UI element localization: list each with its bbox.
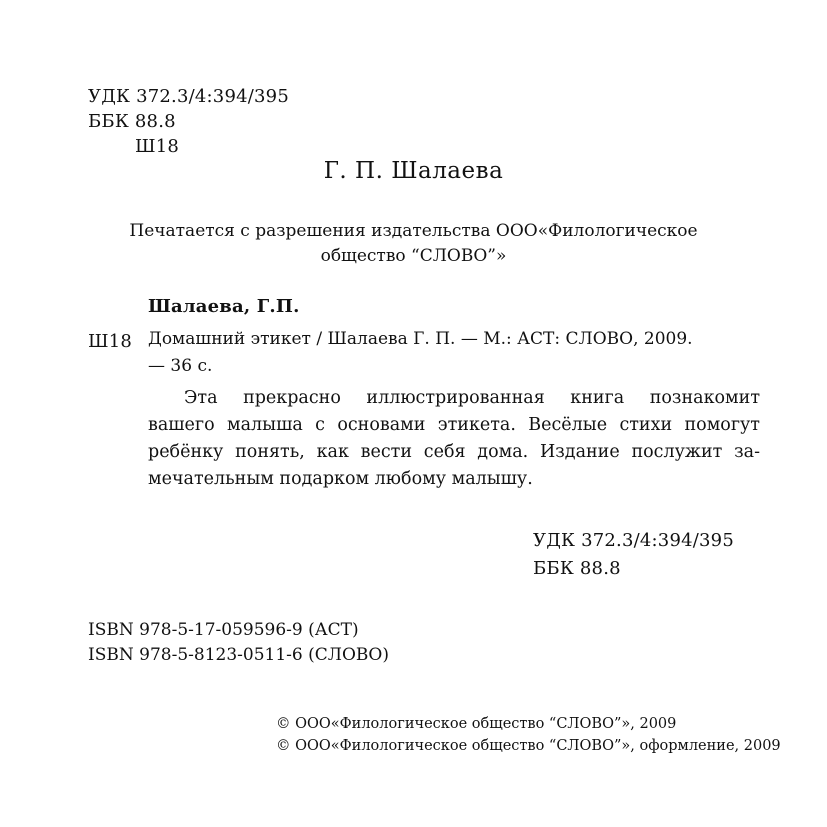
annotation-line: мечательным подарком любому малышу.: [148, 469, 533, 489]
catalog-pages: — 36 с.: [148, 356, 213, 376]
header-bbk: ББК 88.8: [88, 111, 176, 132]
permission-line-2: общество “СЛОВО”»: [320, 246, 507, 266]
catalog-heading: Шалаева, Г.П.: [148, 296, 300, 317]
copyright-line-1: © ООО«Филологическое общество “СЛОВО”», 2009: [276, 716, 677, 732]
catalog-title-line: Домашний этикет / Шалаева Г. П. — М.: АСТ: СЛОВО, 2009.: [148, 329, 693, 349]
copyright-line-2: © ООО«Филологическое общество “СЛОВО”», оформление, 2009: [276, 738, 781, 754]
annotation-line: вашего малыша с основами этикета. Весёлые стихи помогут: [148, 415, 760, 435]
permission-line-1: Печатается с разрешения издательства ООО«Филологическое: [129, 221, 698, 241]
header-udk: УДК 372.3/4:394/395: [88, 86, 289, 107]
author-name: Г. П. Шалаева: [323, 158, 504, 184]
catalog-annotation: [148, 385, 760, 493]
catalog-mark: Ш18: [88, 331, 133, 352]
isbn-slovo: ISBN 978-5-8123-0511-6 (СЛОВО): [88, 645, 389, 665]
annotation-line: Эта прекрасно иллюстрированная книга познакомит: [184, 388, 760, 408]
isbn-ast: ISBN 978-5-17-059596-9 (АСТ): [88, 620, 359, 640]
catalog-bbk: ББК 88.8: [533, 558, 621, 579]
header-author-mark: Ш18: [135, 136, 180, 157]
catalog-udk: УДК 372.3/4:394/395: [533, 530, 734, 551]
annotation-line: ребёнку понять, как вести себя дома. Издание послужит за-: [148, 442, 760, 462]
